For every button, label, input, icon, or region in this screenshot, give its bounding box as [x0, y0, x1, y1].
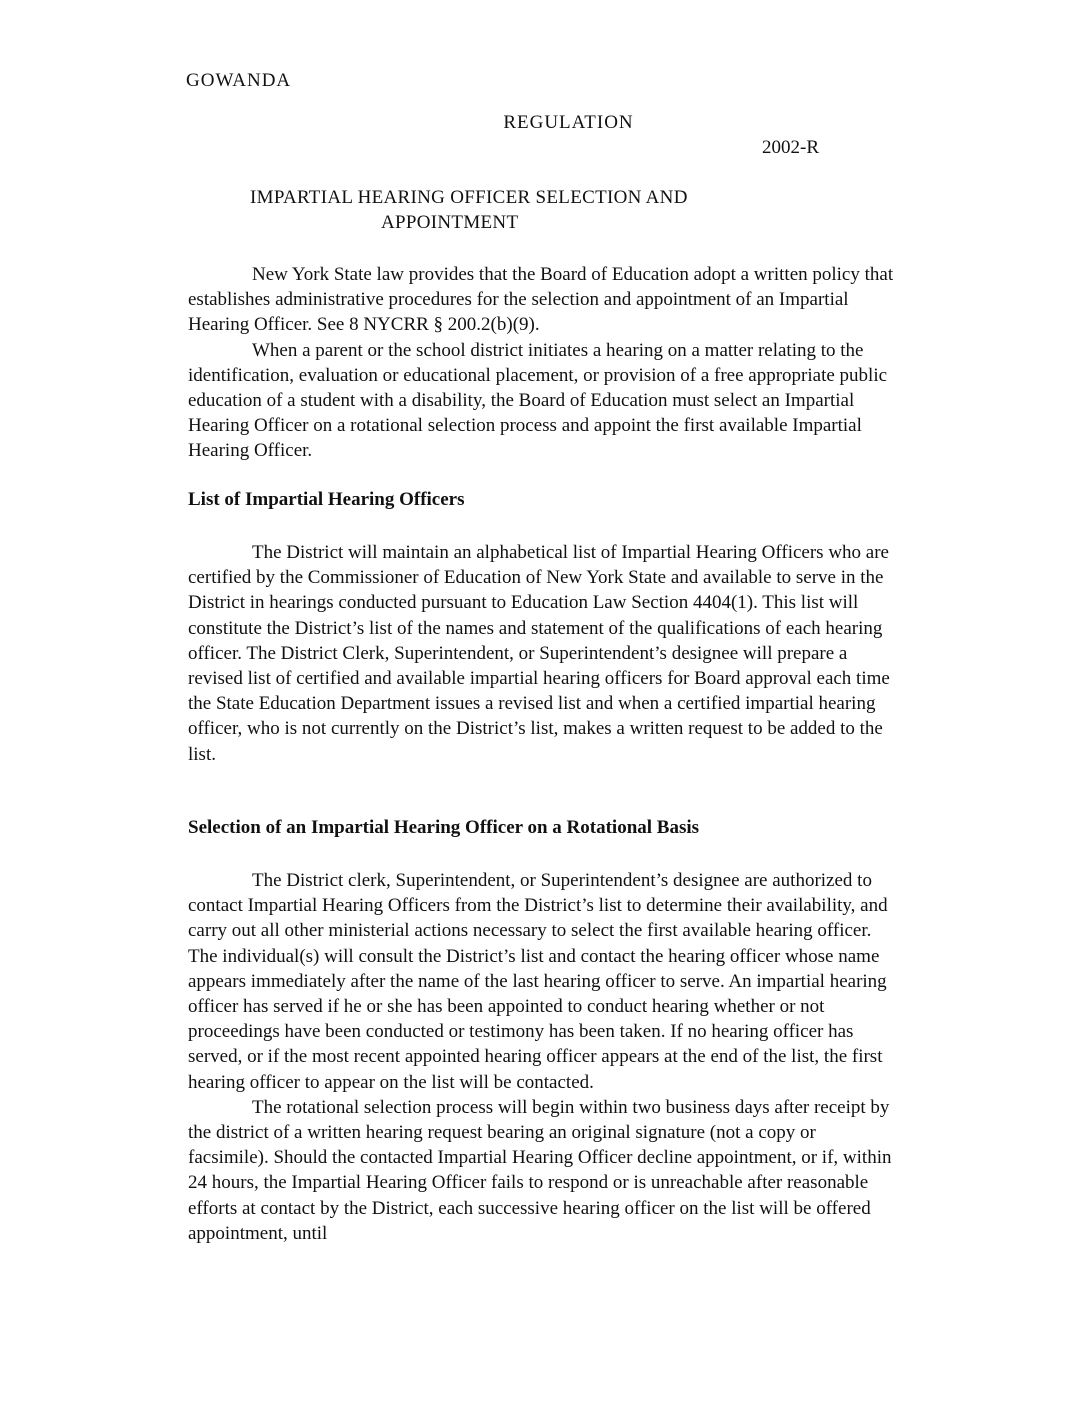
list-section: [188, 540, 898, 767]
document-title: [250, 185, 750, 235]
title-line-1: IMPARTIAL HEARING OFFICER SELECTION AND: [250, 187, 688, 208]
selection-section: [188, 868, 898, 1246]
document-type: REGULATION: [503, 112, 634, 133]
district-name: GOWANDA: [186, 70, 292, 91]
regulation-number: 2002-R: [762, 137, 819, 158]
list-paragraph-1: The District will maintain an alphabetical list of Impartial Hearing Officers who are certified by the Commissioner of Education of New York State and available to serve in the District in hearings conducted pursuant to Education Law Section 4404(1). This list will constitute the District’s list of the names and statement of the qualifications of each hearing officer. The District Clerk, Superintendent, or Superintendent’s designee will prepare a revised list of certified and available impartial hearing officers for Board approval each time the State Education Department issues a revised list and when a certified impartial hearing officer, who is not currently on the District’s list, makes a written request to be added to the list.: [188, 542, 890, 765]
section-heading-list: List of Impartial Hearing Officers: [188, 489, 465, 510]
intro-paragraph-2: When a parent or the school district initiates a hearing on a matter relating to the identification, evaluation or educational placement, or provision of a free appropriate public education of a student with a disability, the Board of Education must select an Impartial Hearing Officer on a rotational selection process and appoint the first available Impartial Hearing Officer.: [188, 339, 888, 462]
selection-paragraph-1: The District clerk, Superintendent, or Superintendent’s designee are authorized to contact Impartial Hearing Officers from the District’s list to determine their availability, and carry out all other ministerial actions necessary to select the first available hearing officer. The individual(s) will consult the District’s list and contact the hearing officer whose name appears immediately after the name of the last hearing officer to serve. An impartial hearing officer has served if he or she has been appointed to conduct hearing whether or not proceedings have been conducted or testimony has been taken. If no hearing officer has served, or if the most recent appointed hearing officer appears at the end of the list, the first hearing officer to appear on the list will be contacted.: [188, 870, 888, 1093]
selection-paragraph-2: The rotational selection process will begin within two business days after receipt by the district of a written hearing request bearing an original signature (not a copy or facsimile). Should the contacted Impartial Hearing Officer decline appointment, or if, within 24 hours, the Impartial Hearing Officer fails to respond or is unreachable after reasonable efforts at contact by the District, each successive hearing officer on the list will be offered appointment, until: [188, 1096, 892, 1244]
title-line-2: APPOINTMENT: [381, 212, 519, 233]
intro-paragraph-1: New York State law provides that the Board of Education adopt a written policy that establishes administrative procedures for the selection and appointment of an Impartial Hearing Officer. See 8 NYCRR § 200.2(b)(9).: [188, 264, 894, 336]
intro-section: [188, 262, 898, 464]
section-heading-selection: Selection of an Impartial Hearing Officer on a Rotational Basis: [188, 817, 700, 838]
